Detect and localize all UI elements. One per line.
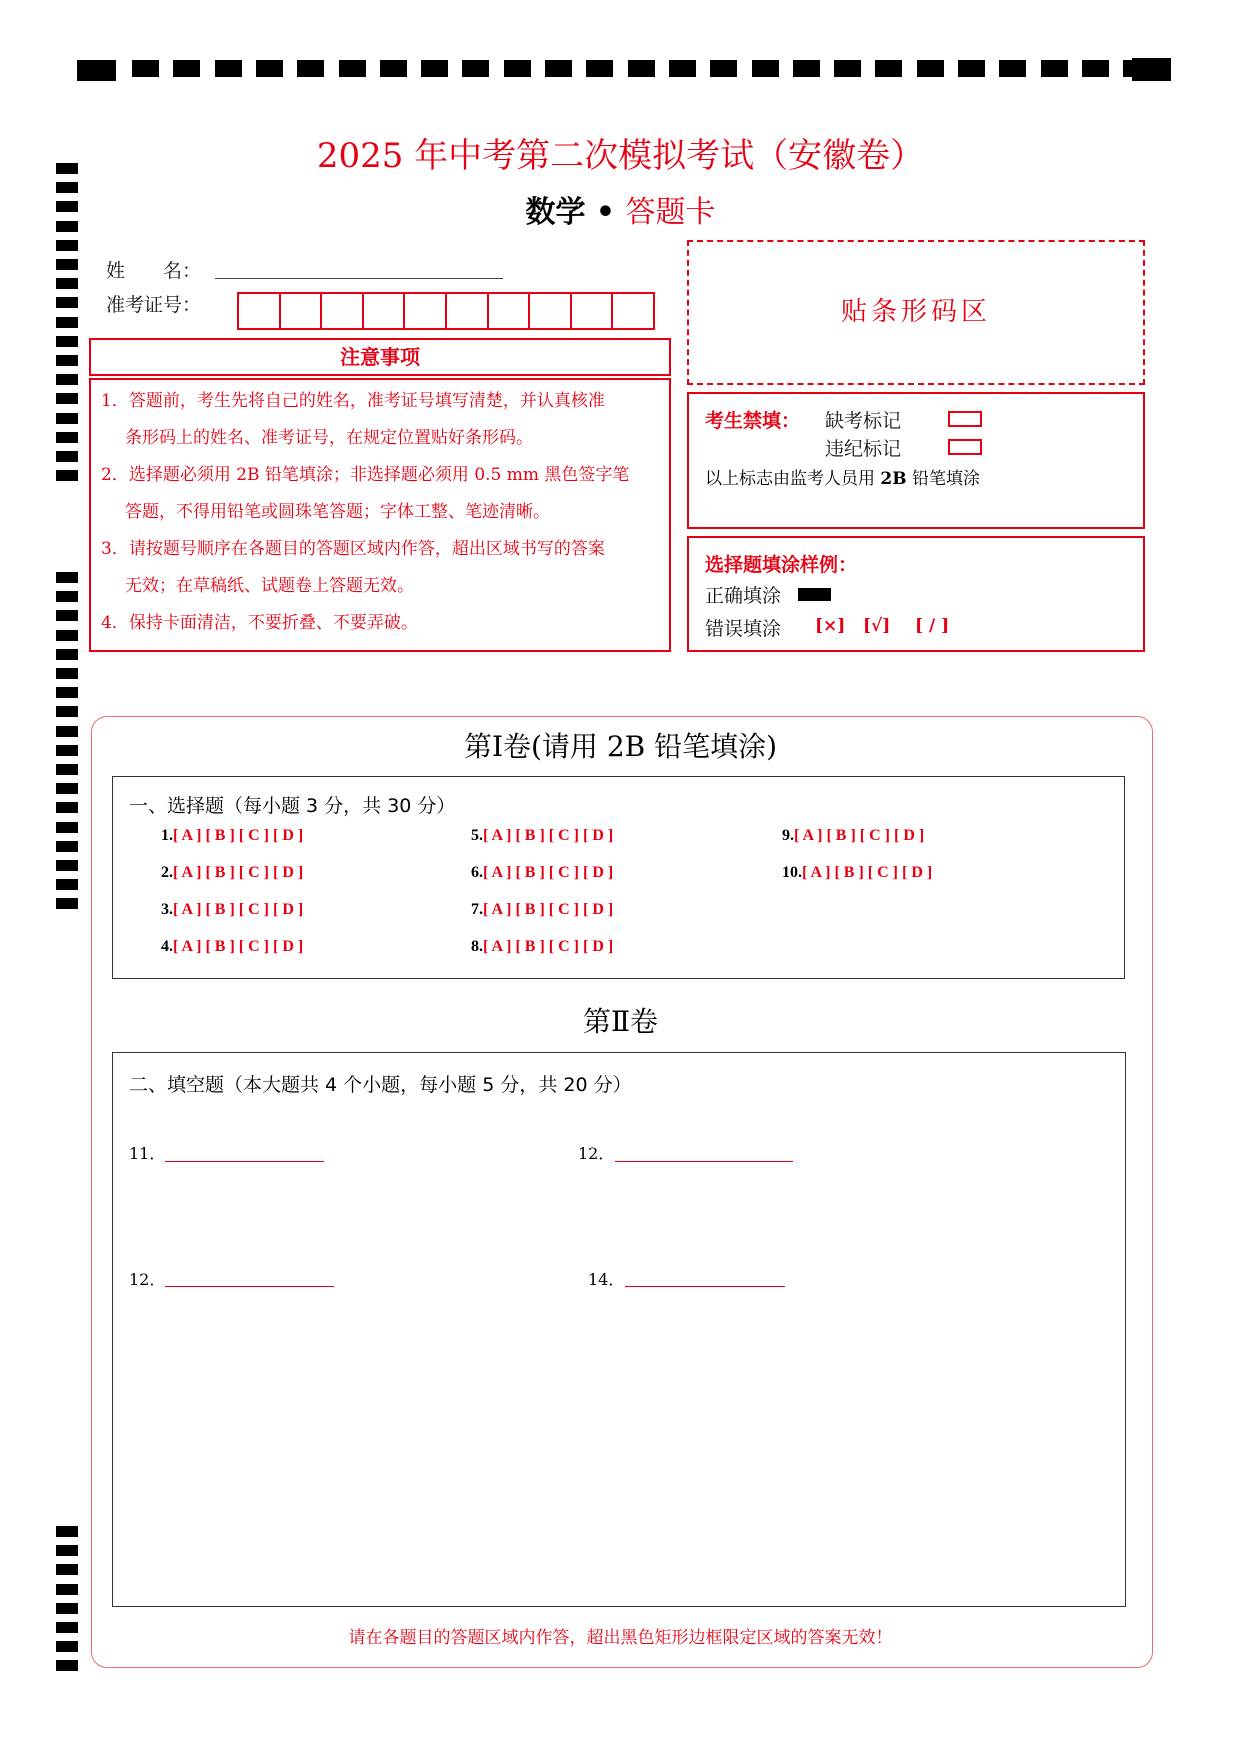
name-field[interactable]	[215, 278, 503, 279]
mc-number: 3.	[161, 901, 173, 918]
wrong-mark-cross: [×]	[815, 616, 846, 636]
timing-mark	[56, 1545, 78, 1556]
mc-question-4[interactable]	[161, 938, 303, 956]
answer-blank[interactable]	[615, 1161, 793, 1162]
mc-number: 4.	[161, 938, 173, 955]
timing-mark	[793, 60, 820, 77]
violation-mark-box[interactable]	[948, 439, 982, 455]
notice-item	[101, 457, 661, 531]
notice-line: 条形码上的姓名、准考证号，在规定位置贴好条形码。	[125, 428, 533, 448]
timing-mark	[56, 336, 78, 347]
notice-heading: 注意事项	[89, 338, 671, 376]
timing-mark	[875, 60, 902, 77]
mc-options[interactable]: [ A ] [ B ] [ C ] [ D ]	[173, 864, 304, 881]
id-digit-box[interactable]	[281, 294, 323, 328]
timing-mark	[56, 591, 78, 602]
timing-mark	[56, 649, 78, 660]
volume-2-title: 第Ⅱ卷	[582, 1005, 659, 1038]
timing-mark	[917, 60, 944, 77]
mc-options[interactable]: [ A ] [ B ] [ C ] [ D ]	[173, 938, 304, 955]
mc-number: 2.	[161, 864, 173, 881]
timing-mark	[56, 317, 78, 328]
card-name: 答题卡	[625, 195, 716, 230]
mc-options[interactable]: [ A ] [ B ] [ C ] [ D ]	[802, 864, 933, 881]
timing-mark	[56, 1584, 78, 1595]
timing-mark	[834, 60, 861, 77]
timing-mark	[628, 60, 655, 77]
multiple-choice-box	[112, 776, 1125, 979]
timing-mark	[215, 60, 242, 77]
timing-mark	[56, 1603, 78, 1614]
mc-question-6[interactable]	[471, 864, 613, 882]
timing-mark	[56, 451, 78, 462]
timing-mark	[56, 297, 78, 308]
id-digit-box[interactable]	[572, 294, 614, 328]
barcode-area: 贴条形码区	[687, 240, 1145, 385]
notice-line: 3．请按题号顺序在各题目的答题区域内作答，超出区域书写的答案	[101, 539, 605, 559]
blank-number: 11．	[129, 1144, 166, 1163]
timing-mark	[56, 1526, 78, 1537]
timing-mark	[56, 764, 78, 775]
id-digit-box[interactable]	[322, 294, 364, 328]
notice-line: 无效；在草稿纸、试题卷上答题无效。	[125, 576, 414, 596]
blank-number: 12．	[129, 1270, 166, 1289]
timing-mark	[1041, 60, 1068, 77]
timing-mark	[56, 393, 78, 404]
examinee-forbidden-box	[687, 392, 1145, 529]
mc-number: 10.	[782, 864, 802, 881]
timing-mark	[56, 432, 78, 443]
timing-mark	[256, 60, 283, 77]
page-title: 2025 年中考第二次模拟考试（安徽卷）	[316, 136, 925, 176]
timing-mark	[56, 1564, 78, 1575]
page-subtitle	[0, 187, 1241, 231]
timing-mark	[710, 60, 737, 77]
timing-mark	[752, 60, 779, 77]
fill-section-title: 二、填空题（本大题共 4 个小题，每小题 5 分，共 20 分）	[129, 1074, 632, 1096]
mc-question-3[interactable]	[161, 901, 303, 919]
timing-mark	[297, 60, 324, 77]
blank-number: 14．	[588, 1270, 625, 1289]
mc-options[interactable]: [ A ] [ B ] [ C ] [ D ]	[173, 901, 304, 918]
answer-blank[interactable]	[165, 1286, 334, 1287]
mc-question-1[interactable]	[161, 827, 303, 845]
timing-mark	[132, 60, 159, 77]
timing-mark	[545, 60, 572, 77]
mc-question-7[interactable]	[471, 901, 613, 919]
mc-number: 1.	[161, 827, 173, 844]
mc-section-title: 一、选择题（每小题 3 分，共 30 分）	[129, 795, 456, 817]
id-digit-box[interactable]	[530, 294, 572, 328]
wrong-mark-check: [√]	[863, 616, 891, 636]
absent-mark-label: 缺考标记	[825, 410, 902, 432]
timing-mark	[56, 668, 78, 679]
mc-options[interactable]: [ A ] [ B ] [ C ] [ D ]	[794, 827, 925, 844]
fill-in-blank-box	[112, 1052, 1126, 1607]
mc-number: 5.	[471, 827, 483, 844]
mc-options[interactable]: [ A ] [ B ] [ C ] [ D ]	[173, 827, 304, 844]
mc-number: 6.	[471, 864, 483, 881]
timing-mark	[56, 240, 78, 251]
notice-item	[101, 605, 661, 642]
mc-number: 8.	[471, 938, 483, 955]
id-digit-box[interactable]	[447, 294, 489, 328]
timing-mark	[56, 374, 78, 385]
timing-mark	[56, 572, 78, 583]
wrong-mark-slash: [ / ]	[915, 616, 950, 636]
subject-name: 数学	[525, 195, 586, 230]
timing-mark	[56, 802, 78, 813]
notice-line: 2．选择题必须用 2B 铅笔填涂；非选择题必须用 0.5 mm 黑色签字笔	[101, 465, 630, 485]
id-digit-box[interactable]	[239, 294, 281, 328]
timing-mark	[173, 60, 200, 77]
notice-line: 1．答题前，考生先将自己的姓名，准考证号填写清楚，并认真核准	[101, 391, 605, 411]
timing-mark	[56, 783, 78, 794]
fill-sample-box	[687, 536, 1145, 652]
timing-mark	[339, 60, 366, 77]
notice-item	[101, 383, 661, 457]
timing-mark	[56, 470, 78, 481]
timing-mark	[462, 60, 489, 77]
mc-question-9[interactable]	[782, 827, 924, 845]
id-digit-box[interactable]	[405, 294, 447, 328]
notice-line: 答题，不得用铅笔或圆珠笔答题；字体工整、笔迹清晰。	[125, 502, 550, 522]
timing-mark	[1123, 60, 1150, 77]
notice-line: 4．保持卡面清洁，不要折叠、不要弄破。	[101, 613, 418, 633]
timing-mark	[1082, 60, 1109, 77]
id-label: 准考证号：	[106, 294, 202, 316]
timing-mark	[669, 60, 696, 77]
volume-1-title: 第Ⅰ卷(请用 2B 铅笔填涂)	[463, 730, 778, 763]
mc-number: 7.	[471, 901, 483, 918]
notice-item	[101, 531, 661, 605]
mc-options[interactable]: [ A ] [ B ] [ C ] [ D ]	[483, 901, 614, 918]
timing-mark	[380, 60, 407, 77]
timing-mark	[421, 60, 448, 77]
timing-mark	[56, 860, 78, 871]
mc-options[interactable]: [ A ] [ B ] [ C ] [ D ]	[483, 938, 614, 955]
correct-fill-mark	[798, 588, 831, 601]
note-text: 以上标志由监考人员用	[705, 469, 881, 489]
timing-mark	[504, 60, 531, 77]
timing-mark	[56, 413, 78, 424]
id-digit-box[interactable]	[364, 294, 406, 328]
blank-number: 12．	[578, 1144, 615, 1163]
forbidden-note	[705, 464, 980, 489]
timing-mark	[56, 355, 78, 366]
mc-options[interactable]: [ A ] [ B ] [ C ] [ D ]	[483, 864, 614, 881]
wrong-fill-label: 错误填涂	[705, 618, 782, 640]
mc-question-10[interactable]	[782, 864, 932, 882]
answer-blank[interactable]	[165, 1161, 324, 1162]
timing-mark	[56, 259, 78, 270]
timing-mark	[56, 706, 78, 717]
footer-warning: 请在各题目的答题区域内作答，超出黑色矩形边框限定区域的答案无效！	[348, 1628, 893, 1648]
timing-mark	[999, 60, 1026, 77]
timing-mark	[958, 60, 985, 77]
name-label: 姓 名：	[106, 260, 202, 282]
note-bold: 2B	[880, 469, 907, 489]
timing-mark	[56, 278, 78, 289]
timing-mark	[56, 898, 78, 909]
id-digit-box[interactable]	[489, 294, 531, 328]
note-text: 铅笔填涂	[906, 469, 981, 489]
mc-options[interactable]: [ A ] [ B ] [ C ] [ D ]	[483, 827, 614, 844]
timing-mark	[56, 841, 78, 852]
timing-mark	[56, 1660, 78, 1671]
mc-question-8[interactable]	[471, 938, 613, 956]
timing-mark	[56, 610, 78, 621]
sample-heading: 选择题填涂样例：	[705, 554, 858, 576]
mc-number: 9.	[782, 827, 794, 844]
violation-mark-label: 违纪标记	[825, 438, 902, 460]
timing-mark	[586, 60, 613, 77]
notice-box	[89, 378, 671, 652]
id-digit-box[interactable]	[613, 294, 653, 328]
timing-mark	[56, 879, 78, 890]
exam-id-boxes[interactable]	[237, 292, 655, 330]
timing-mark	[56, 822, 78, 833]
timing-mark	[56, 630, 78, 641]
timing-mark	[56, 687, 78, 698]
mc-question-2[interactable]	[161, 864, 303, 882]
title-bullet: •	[585, 195, 626, 230]
mc-question-5[interactable]	[471, 827, 613, 845]
correct-fill-label: 正确填涂	[705, 585, 782, 607]
forbidden-label: 考生禁填：	[705, 410, 801, 432]
answer-blank[interactable]	[625, 1286, 785, 1287]
absent-mark-box[interactable]	[948, 411, 982, 427]
